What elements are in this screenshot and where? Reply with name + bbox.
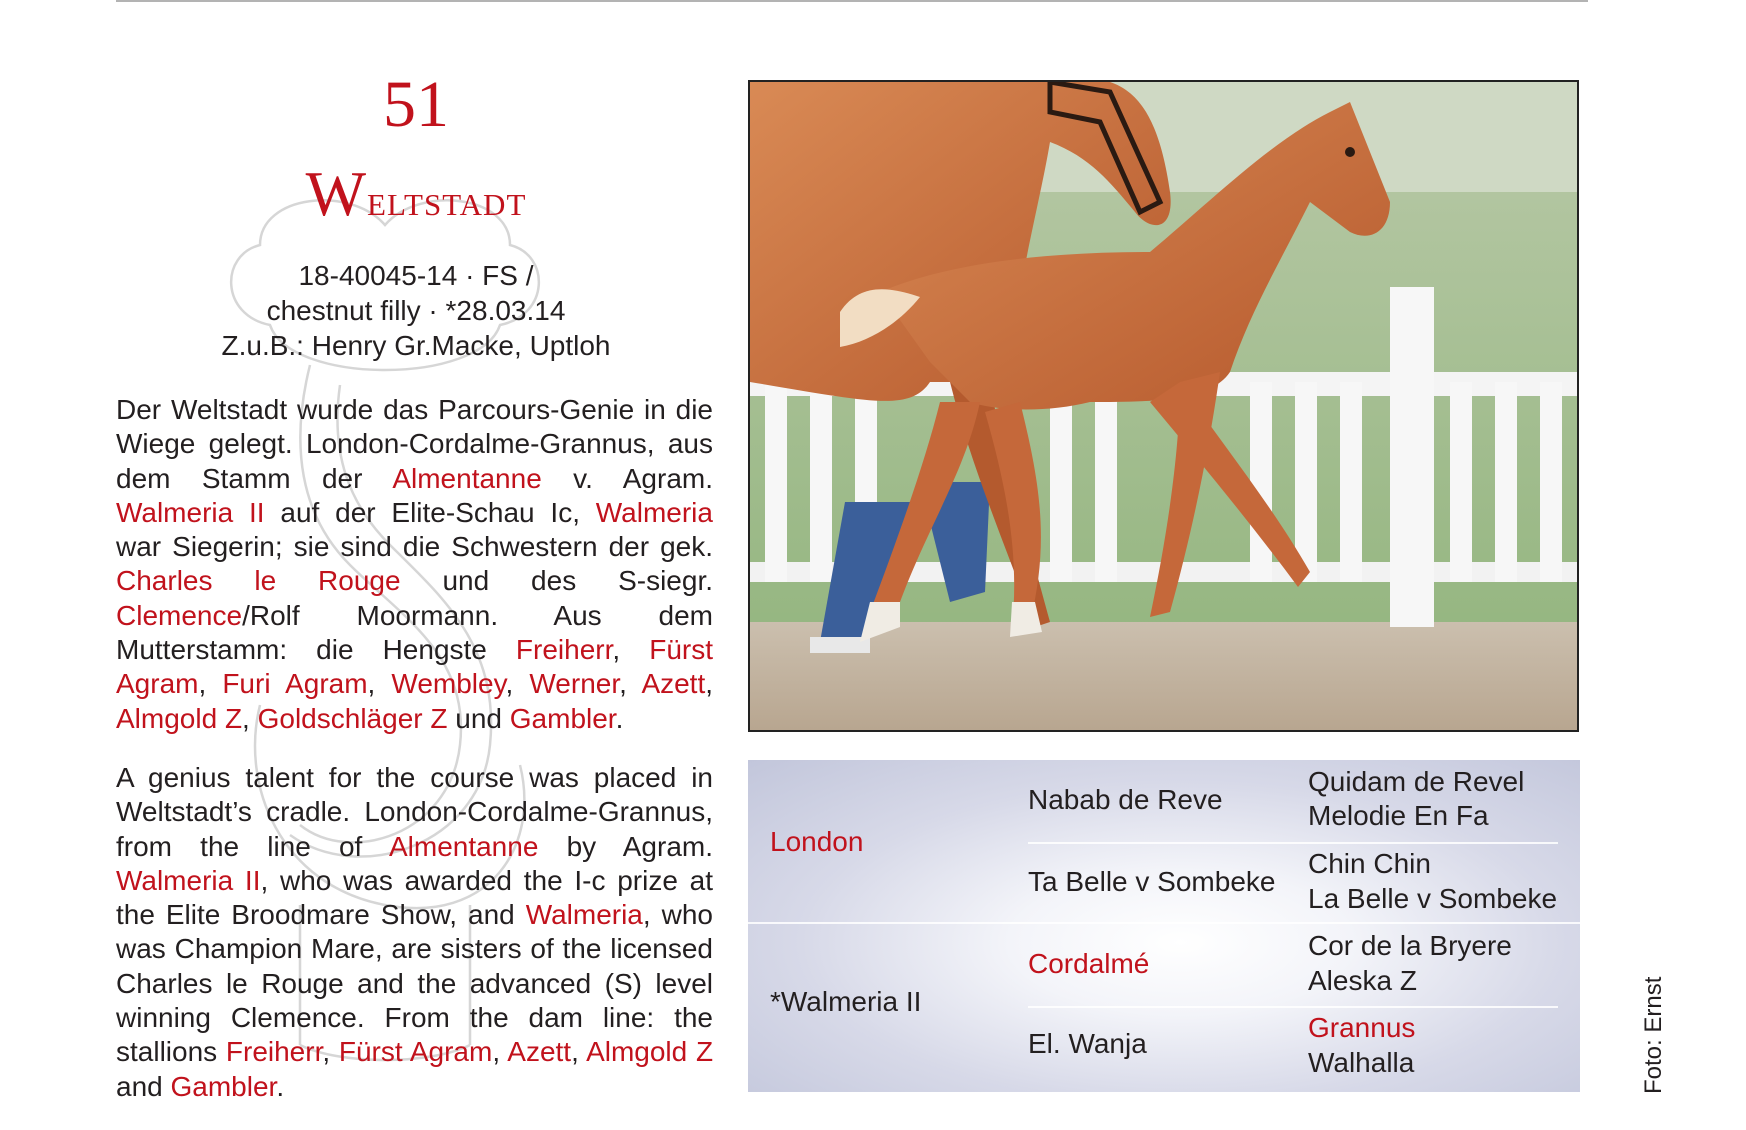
pedigree-gen3-2: Melodie En Fa	[1308, 800, 1489, 831]
highlighted-name: Almgold Z	[586, 1036, 714, 1068]
highlighted-name: Gambler	[170, 1070, 277, 1102]
paragraph-text: , who was awarded the I-c prize at the Elite Broodmare Show, and	[116, 864, 713, 931]
highlighted-name: Walmeria	[525, 899, 643, 931]
highlighted-name: Azett	[641, 668, 706, 700]
photo-credit: Foto: Ernst	[1640, 976, 1667, 1094]
paragraph-text: .	[615, 702, 624, 734]
highlighted-name: Gambler	[509, 702, 616, 734]
horse-name-rest: eltstadt	[367, 176, 527, 225]
pedigree-divider	[748, 922, 1580, 924]
pedigree-divider	[1028, 842, 1558, 844]
color-birth-line: chestnut filly · *28.03.14	[266, 295, 566, 326]
highlighted-name: Fürst Agram	[338, 1036, 493, 1068]
highlighted-name: Walmeria II	[116, 864, 261, 896]
pedigree-gen3-7: Grannus	[1308, 1012, 1416, 1043]
paragraph-text: ,	[619, 668, 642, 700]
paragraph-text: ,	[198, 668, 223, 700]
horse-photo	[748, 80, 1579, 732]
description-german	[116, 393, 713, 736]
paragraph-text: und	[447, 702, 510, 734]
pedigree-gen3-5: Cor de la Bryere	[1308, 930, 1512, 961]
pedigree-sire-dam: Ta Belle v Sombeke	[1028, 866, 1276, 897]
highlighted-name: Walmeria	[595, 496, 713, 528]
paragraph-text: Der Weltstadt wurde das Parcours-Genie in die Wiege gelegt. London-Cordalme-Grannus, aus dem Stamm der	[116, 394, 713, 494]
highlighted-name: Werner	[529, 668, 620, 700]
horse-name	[116, 158, 716, 229]
top-rule	[116, 0, 1588, 2]
highlighted-name: Freiherr	[225, 1036, 323, 1068]
horse-info	[116, 258, 716, 363]
highlighted-name: Almgold Z	[116, 702, 243, 734]
pedigree-dam-dam: El. Wanja	[1028, 1028, 1147, 1059]
pedigree-sire-sire: Nabab de Reve	[1028, 784, 1223, 815]
paragraph-text: by Agram.	[538, 830, 714, 862]
highlighted-name: Goldschläger Z	[257, 702, 448, 734]
highlighted-name: Walmeria II	[116, 496, 265, 528]
highlighted-name: Fürst Agram	[116, 634, 713, 700]
paragraph-text: and	[116, 1070, 171, 1102]
paragraph-text: ,	[705, 668, 714, 700]
highlighted-name: Wembley	[391, 668, 506, 700]
paragraph-text: ,	[367, 668, 392, 700]
pedigree-gen3-6: Aleska Z	[1308, 965, 1417, 996]
pedigree-dam-sire: Cordalmé	[1028, 948, 1150, 979]
lot-number: 51	[383, 68, 449, 141]
paragraph-text: A genius talent for the course was placed in Weltstadt’s cradle. London-Cordalme-Grannus, from the line of	[116, 762, 713, 862]
pedigree-sire: London	[770, 826, 864, 857]
pedigree-table	[748, 760, 1580, 1092]
paragraph-text: ,	[612, 634, 650, 666]
pedigree-dam: *Walmeria II	[770, 986, 922, 1017]
paragraph-text: .	[276, 1070, 285, 1102]
paragraph-text: ,	[505, 668, 530, 700]
highlighted-name: Almentanne	[392, 462, 542, 494]
paragraph-text: auf der Elite-Schau Ic,	[264, 496, 596, 528]
highlighted-name: Furi Agram	[222, 668, 368, 700]
paragraph-text: /Rolf Moormann. Aus dem Mutterstamm: die Hengste	[116, 599, 713, 666]
paragraph-text: ,	[242, 702, 258, 734]
pedigree-gen3-1: Quidam de Revel	[1308, 766, 1525, 797]
highlighted-name: Freiherr	[515, 634, 613, 666]
registration-line: 18-40045-14 · FS /	[298, 260, 534, 291]
paragraph-text: und des S-siegr.	[400, 565, 714, 597]
pedigree-gen3-3: Chin Chin	[1308, 848, 1431, 879]
paragraph-text: v. Agram.	[541, 462, 714, 494]
paragraph-text: ,	[571, 1036, 587, 1068]
paragraph-text: war Siegerin; sie sind die Schwestern der gek.	[116, 531, 713, 563]
highlighted-name: Charles le Rouge	[116, 565, 401, 597]
paragraph-text: ,	[492, 1036, 508, 1068]
horse-name-initial: W	[305, 158, 368, 229]
mare-and-foal-illustration	[750, 82, 1577, 730]
pedigree-gen3-8: Walhalla	[1308, 1047, 1415, 1078]
highlighted-name: Azett	[507, 1036, 572, 1068]
description-english	[116, 761, 713, 1104]
pedigree-divider	[1028, 1006, 1558, 1008]
breeder-line: Z.u.B.: Henry Gr.Macke, Uptloh	[221, 330, 611, 361]
highlighted-name: Clemence	[116, 599, 243, 631]
highlighted-name: Almentanne	[388, 830, 539, 862]
paragraph-text: , who was Champion Mare, are sisters of the licensed Charles le Rouge and the advanced (S) level winning Clemence. From the dam line: the stallions	[116, 899, 713, 1068]
paragraph-text: ,	[322, 1036, 339, 1068]
pedigree-gen3-4: La Belle v Sombeke	[1308, 883, 1558, 914]
